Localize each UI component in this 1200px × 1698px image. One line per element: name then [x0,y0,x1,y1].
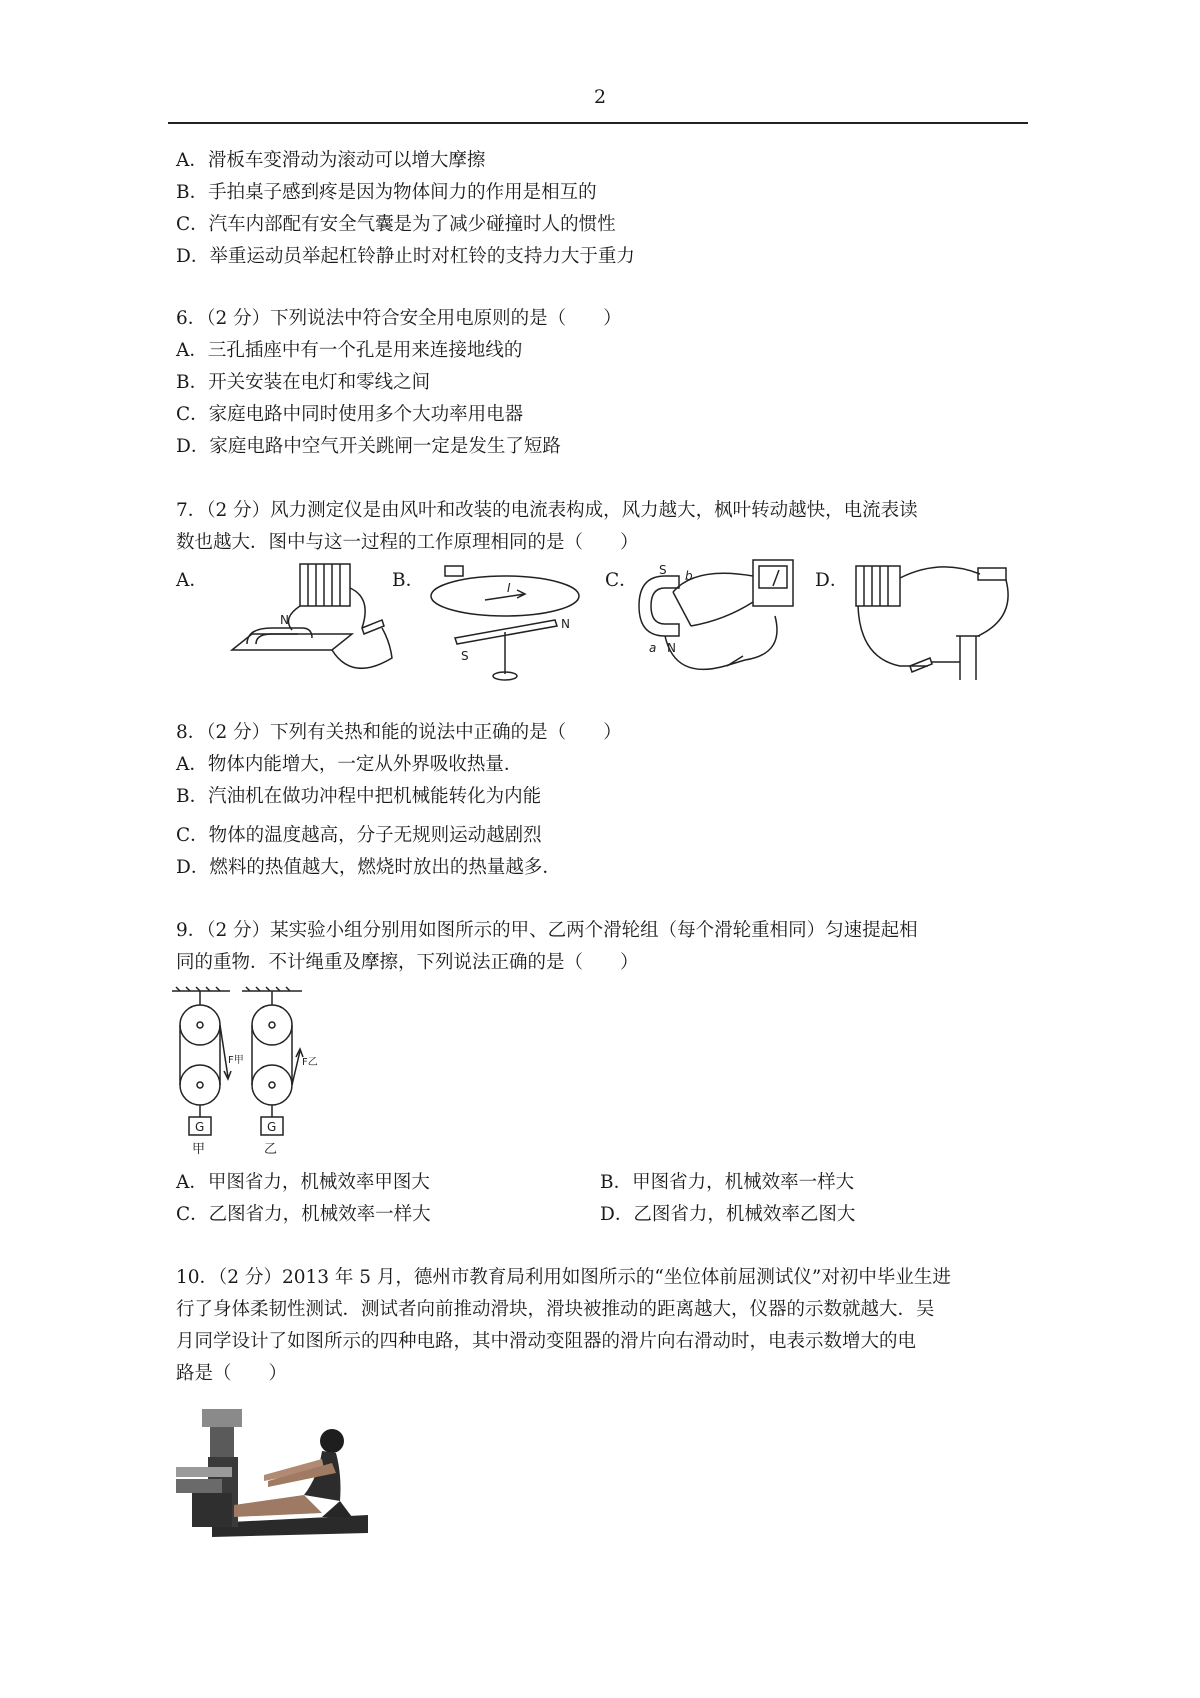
q9-weight-jia: G [195,1120,205,1134]
q7-figure-a [212,558,400,688]
q9-force-jia: F甲 [228,1055,244,1066]
q10-stem-line4: 路是（ ） [176,1363,288,1384]
q9-option-c: C．乙图省力，机械效率一样大 [176,1204,431,1225]
q9-option-d: D．乙图省力，机械效率乙图大 [600,1204,856,1225]
q5-option-d: D．举重运动员举起杠铃静止时对杠铃的支持力大于重力 [176,246,635,267]
q6-option-c: C．家庭电路中同时使用多个大功率用电器 [176,404,524,425]
q8-option-d: D．燃料的热值越大，燃烧时放出的热量越多． [176,857,561,878]
q7-figure-label-d: D． [815,570,849,591]
q10-stem-line3: 月同学设计了如图所示的四种电路，其中滑动变阻器的滑片向右滑动时，电表示数增大的电 [176,1331,917,1352]
q7-figure-b-current: I [507,581,511,595]
q9-label-yi: 乙 [264,1142,278,1157]
q5-option-c: C．汽车内部配有安全气囊是为了减少碰撞时人的惯性 [176,214,616,235]
q7-figure-b-pole-n: N [561,617,570,631]
q7-figure-c [635,556,803,688]
q7-figure-c-pole-n: N [667,641,676,655]
q7-stem-line1: 7．（2 分）风力测定仪是由风叶和改装的电流表构成，风力越大，枫叶转动越快，电流表读 [176,500,918,521]
q8-option-a: A．物体内能增大，一定从外界吸收热量． [176,754,523,775]
q10-stem-line2: 行了身体柔韧性测试．测试者向前推动滑块，滑块被推动的距离越大，仪器的示数就越大．吴 [176,1299,935,1320]
q7-figure-b [425,556,590,686]
q7-figure-c-point-a: a [649,641,657,655]
q7-figure-c-pole-s: S [659,563,667,577]
q8-option-c: C．物体的温度越高，分子无规则运动越剧烈 [176,825,542,846]
q7-figure-c-point-b: b [685,569,693,583]
q6-option-d: D．家庭电路中空气开关跳闸一定是发生了短路 [176,436,561,457]
q9-force-yi: F乙 [302,1057,318,1068]
q7-figure-label-c: C． [605,570,638,591]
q10-sit-and-reach-photo [172,1405,372,1537]
q10-stem-line1: 10．（2 分）2013 年 5 月，德州市教育局利用如图所示的“坐位体前屈测试仪”对初中毕业生进 [176,1267,951,1288]
q7-figure-b-pole-s: S [461,649,469,663]
header-rule [168,122,1028,124]
q5-option-b: B．手拍桌子感到疼是因为物体间力的作用是相互的 [176,182,597,203]
q9-option-b: B．甲图省力，机械效率一样大 [600,1172,855,1193]
q9-stem-line2: 同的重物．不计绳重及摩擦，下列说法正确的是（ ） [176,952,639,973]
q6-option-a: A．三孔插座中有一个孔是用来连接地线的 [176,340,523,361]
q9-weight-yi: G [267,1120,277,1134]
q8-stem: 8．（2 分）下列有关热和能的说法中正确的是（ ） [176,722,622,743]
page-number: 2 [593,86,607,108]
q5-option-a: A．滑板车变滑动为滚动可以增大摩擦 [176,150,486,171]
q9-option-a: A．甲图省力，机械效率甲图大 [176,1172,430,1193]
q9-pulley-figure [170,985,330,1160]
q7-figure-d [850,558,1022,688]
q7-figure-label-b: B． [392,570,425,591]
q6-option-b: B．开关安装在电灯和零线之间 [176,372,431,393]
q6-stem: 6．（2 分）下列说法中符合安全用电原则的是（ ） [176,308,622,329]
q8-option-b: B．汽油机在做功冲程中把机械能转化为内能 [176,786,542,807]
q9-label-jia: 甲 [192,1142,206,1157]
q7-figure-a-pole-n: N [280,613,289,627]
q7-stem-line2: 数也越大．图中与这一过程的工作原理相同的是（ ） [176,532,639,553]
q7-figure-label-a: A． [176,570,208,591]
q9-stem-line1: 9．（2 分）某实验小组分别用如图所示的甲、乙两个滑轮组（每个滑轮重相同）匀速提起相 [176,920,918,941]
